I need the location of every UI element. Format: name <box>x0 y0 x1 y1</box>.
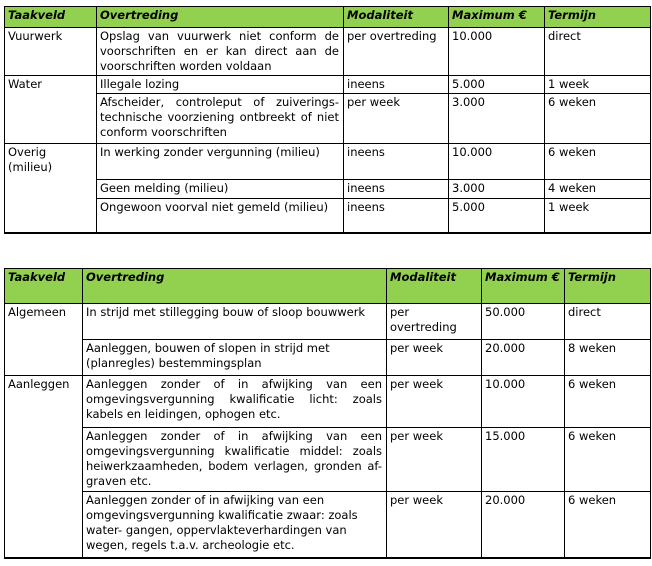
cell-termijn: 6 weken <box>565 376 651 428</box>
cell-modaliteit: ineens <box>344 76 449 94</box>
cell-modaliteit: per week <box>387 492 482 558</box>
table-row <box>5 199 651 233</box>
header-overtreding: Overtreding <box>83 269 387 304</box>
cell-overtreding: Illegale lozing <box>97 76 344 94</box>
cell-maximum: 15.000 <box>482 428 565 492</box>
header-taakveld: Taakveld <box>5 269 83 304</box>
table-row <box>5 340 651 376</box>
cell-modaliteit: per week <box>344 94 449 144</box>
cell-termijn: 6 weken <box>545 94 651 144</box>
cell-termijn: 8 weken <box>565 340 651 376</box>
cell-maximum: 5.000 <box>449 76 545 94</box>
cell-maximum: 10.000 <box>449 28 545 76</box>
cell-termijn: 1 week <box>545 199 651 233</box>
cell-modaliteit: per overtreding <box>344 28 449 76</box>
cell-taakveld <box>5 428 83 492</box>
cell-maximum: 20.000 <box>482 492 565 558</box>
cell-taakveld <box>5 199 97 233</box>
table-row <box>5 492 651 558</box>
cell-overtreding: Aanleggen, bouwen of slopen in strijd met (planregles) bestemmingsplan <box>83 340 387 376</box>
cell-maximum: 10.000 <box>482 376 565 428</box>
header-taakveld: Taakveld <box>5 7 97 28</box>
cell-maximum: 10.000 <box>449 144 545 180</box>
cell-maximum: 20.000 <box>482 340 565 376</box>
cell-overtreding: Ongewoon voorval niet gemeld (milieu) <box>97 199 344 233</box>
table-row <box>5 376 651 428</box>
header-overtreding: Overtreding <box>97 7 344 28</box>
cell-maximum: 5.000 <box>449 199 545 233</box>
cell-termijn: direct <box>565 304 651 340</box>
cell-taakveld <box>5 492 83 558</box>
cell-modaliteit: ineens <box>344 144 449 180</box>
table-row <box>5 144 651 180</box>
cell-termijn: 6 weken <box>545 144 651 180</box>
cell-overtreding: Afscheider, controleput of zuiverings-technische voorziening ontbreekt of niet conform voorschriften <box>97 94 344 144</box>
cell-taakveld: Water <box>5 76 97 94</box>
cell-overtreding: Aanleggen zonder of in afwijking van een omgevingsvergunning kwalificatie middel: zoals heiwerkzaamheden, bodem verlagen, gronden af- graven etc. <box>83 428 387 492</box>
cell-taakveld <box>5 180 97 199</box>
table-row <box>5 94 651 144</box>
cell-modaliteit: ineens <box>344 180 449 199</box>
sanctions-table-1 <box>4 6 651 234</box>
cell-overtreding: Geen melding (milieu) <box>97 180 344 199</box>
cell-modaliteit: per week <box>387 340 482 376</box>
header-modaliteit: Modaliteit <box>387 269 482 304</box>
cell-overtreding: Aanleggen zonder of in afwijking van een omgevingsvergunning kwalificatie licht: zoals kabels en leidingen, ophogen etc. <box>83 376 387 428</box>
cell-taakveld: Aanleggen <box>5 376 83 428</box>
table-row <box>5 180 651 199</box>
cell-modaliteit: per week <box>387 376 482 428</box>
cell-taakveld: Algemeen <box>5 304 83 340</box>
cell-taakveld: Vuurwerk <box>5 28 97 76</box>
table-row <box>5 428 651 492</box>
cell-termijn: 4 weken <box>545 180 651 199</box>
cell-overtreding: Aanleggen zonder of in afwijking van een omgevingsvergunning kwalificatie zwaar: zoals water- gangen, oppervlakteverhardingen van wegen, regels t.a.v. archeologie etc. <box>83 492 387 558</box>
cell-overtreding: In werking zonder vergunning (milieu) <box>97 144 344 180</box>
cell-overtreding: In strijd met stillegging bouw of sloop bouwwerk <box>83 304 387 340</box>
sanctions-table-2 <box>4 268 651 559</box>
header-row <box>5 7 651 28</box>
cell-overtreding: Opslag van vuurwerk niet conform de voorschriften en er kan direct aan de voorschriften worden voldaan <box>97 28 344 76</box>
cell-termijn: 1 week <box>545 76 651 94</box>
cell-taakveld <box>5 340 83 376</box>
table-row <box>5 76 651 94</box>
cell-maximum: 3.000 <box>449 180 545 199</box>
header-maximum: Maximum € <box>482 269 565 304</box>
table-row <box>5 28 651 76</box>
header-row <box>5 269 651 304</box>
table-row <box>5 304 651 340</box>
cell-modaliteit: per overtreding <box>387 304 482 340</box>
cell-modaliteit: ineens <box>344 199 449 233</box>
cell-taakveld <box>5 94 97 144</box>
cell-termijn: 6 weken <box>565 492 651 558</box>
cell-termijn: 6 weken <box>565 428 651 492</box>
cell-modaliteit: per week <box>387 428 482 492</box>
cell-maximum: 3.000 <box>449 94 545 144</box>
header-termijn: Termijn <box>545 7 651 28</box>
header-modaliteit: Modaliteit <box>344 7 449 28</box>
cell-taakveld: Overig (milieu) <box>5 144 97 180</box>
cell-termijn: direct <box>545 28 651 76</box>
cell-maximum: 50.000 <box>482 304 565 340</box>
header-termijn: Termijn <box>565 269 651 304</box>
header-maximum: Maximum € <box>449 7 545 28</box>
